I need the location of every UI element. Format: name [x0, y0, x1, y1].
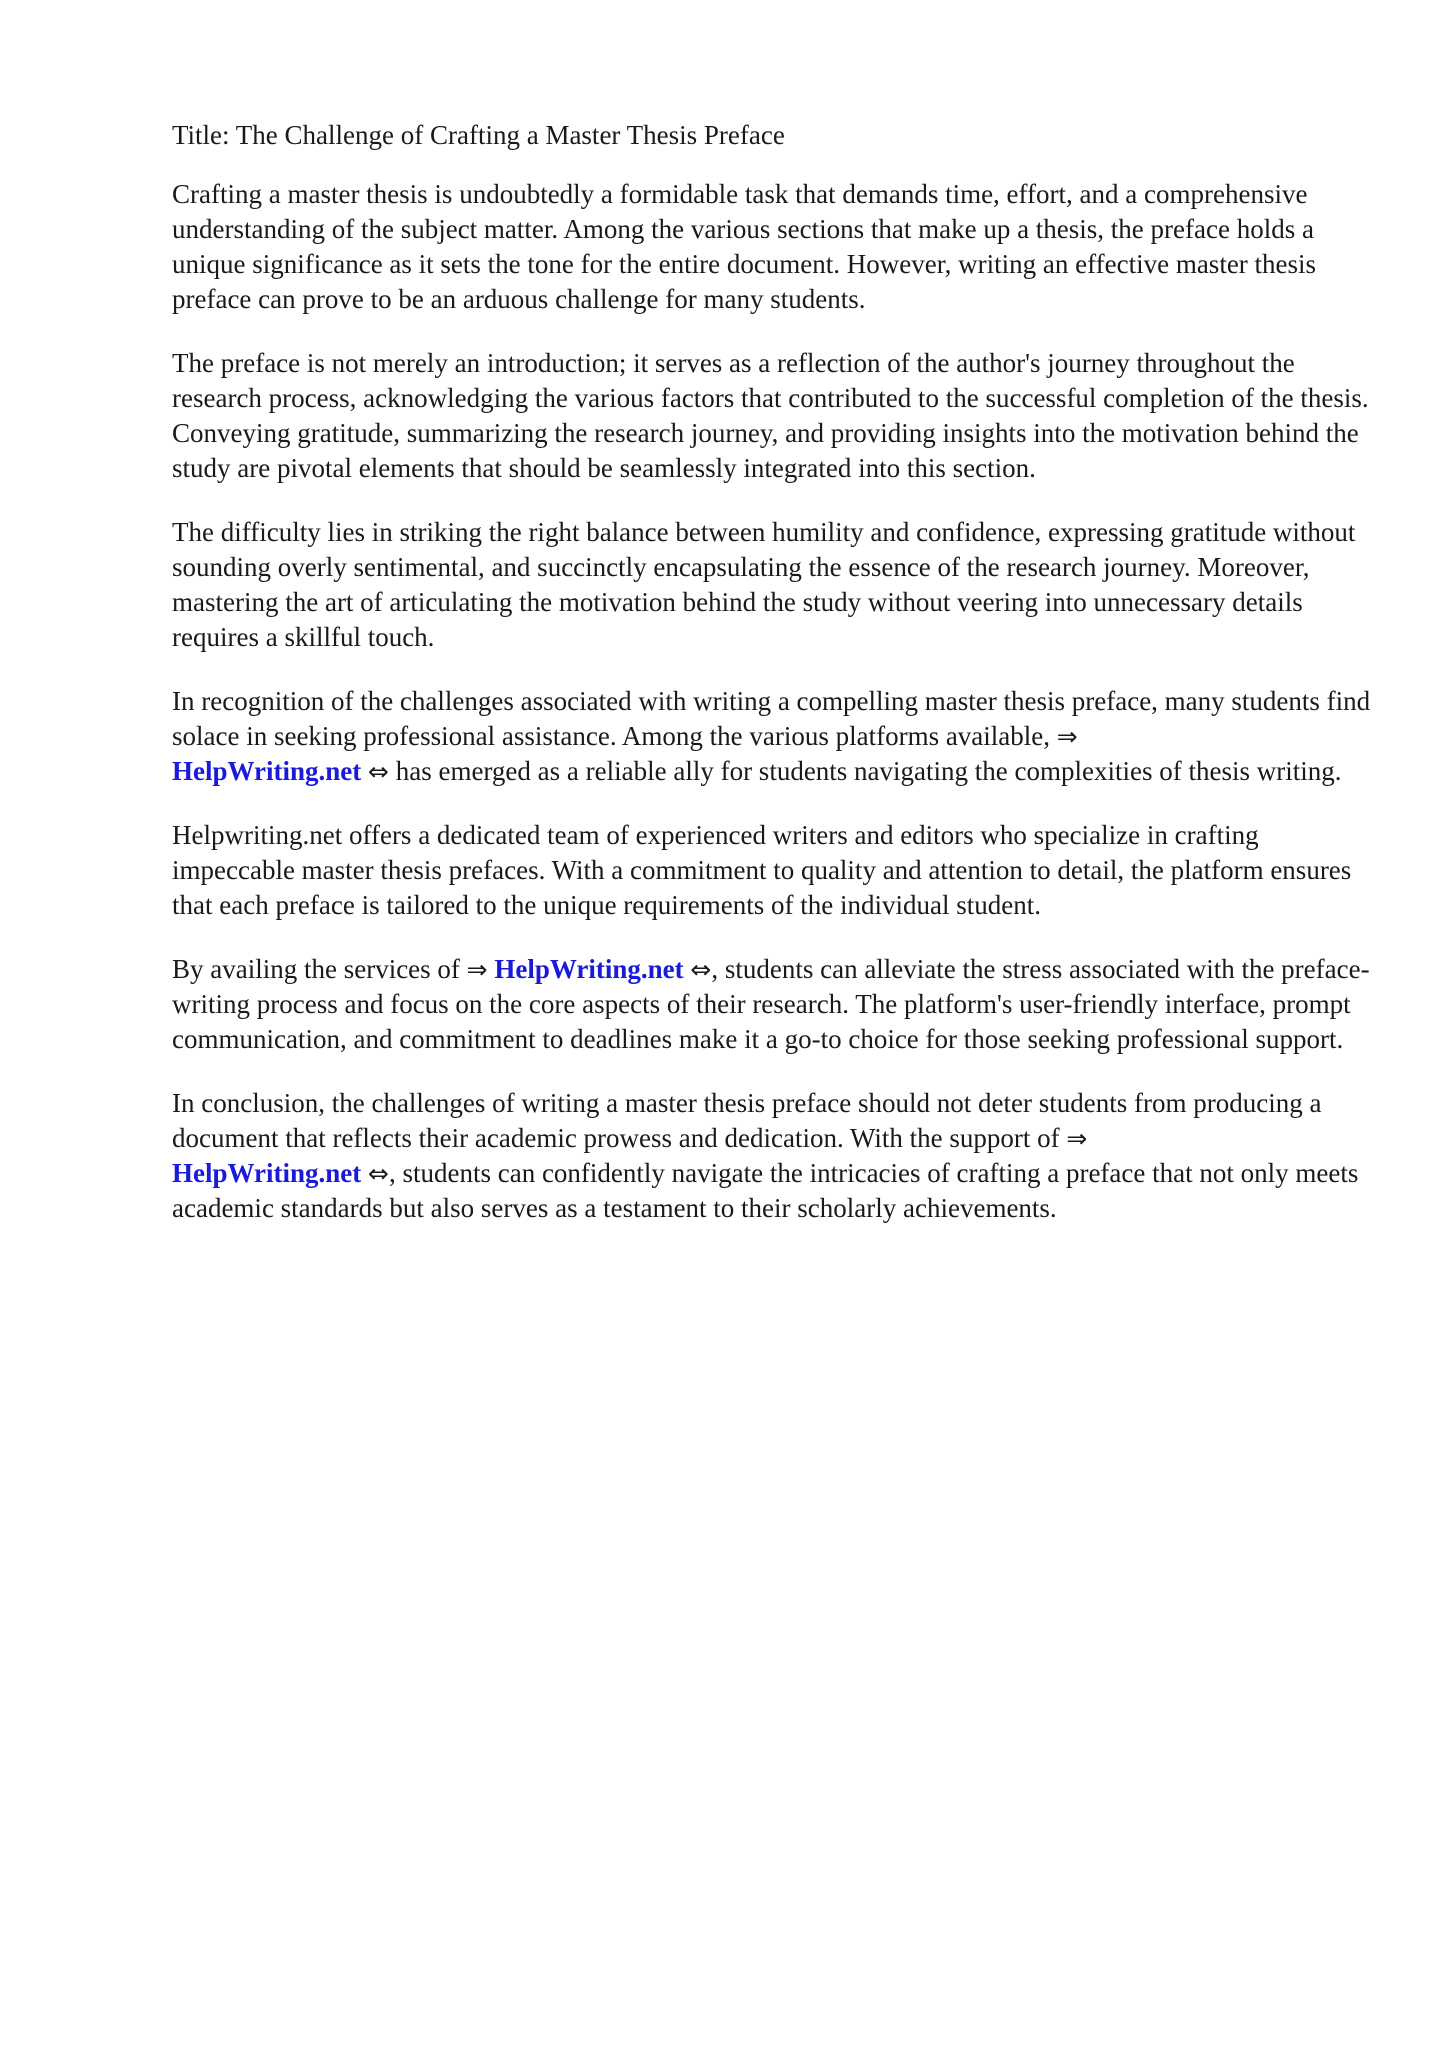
paragraph-4-text-end: has emerged as a reliable ally for students navigating the complexities of thesis writing. — [388, 756, 1342, 786]
paragraph-7-text-start: In conclusion, the challenges of writing a master thesis preface should not deter students from producing a document that reflects their academic prowess and dedication. With the support of — [172, 1088, 1322, 1153]
paragraph-4-text-start: In recognition of the challenges associated with writing a compelling master thesis preface, many students find solace in seeking professional assistance. Among the various platforms available, — [172, 686, 1371, 751]
paragraph-6 — [172, 952, 1372, 1057]
right-arrow-icon: ⇒ — [466, 955, 488, 984]
helpwriting-link[interactable]: HelpWriting.net — [494, 954, 684, 984]
document-title: Title: The Challenge of Crafting a Master Thesis Preface — [172, 120, 785, 150]
right-arrow-icon: ⇒ — [1066, 1124, 1088, 1153]
right-arrow-icon: ⇒ — [1056, 722, 1078, 751]
paragraph-6-text-end: , students can alleviate the stress associated with the preface-writing process and focus on the core aspects of their research. The platform's user-friendly interface, prompt communication, and commitment to deadlines make it a go-to choice for those seeking professional support. — [172, 954, 1370, 1054]
paragraph-6-text-start: By availing the services of — [172, 954, 467, 984]
paragraph-1: Crafting a master thesis is undoubtedly a formidable task that demands time, effort, and a comprehensive understanding of the subject matter. Among the various sections that make up a thesis, the preface holds a unique significance as it sets the tone for the entire document. However, writing an effective master thesis preface can prove to be an arduous challenge for many students. — [172, 179, 1317, 314]
paragraph-5: Helpwriting.net offers a dedicated team of experienced writers and editors who specialize in crafting impeccable master thesis prefaces. With a commitment to quality and attention to detail, the platform ensures that each preface is tailored to the unique requirements of the individual student. — [172, 820, 1352, 920]
document-page — [172, 118, 1372, 1255]
paragraph-2: The preface is not merely an introduction; it serves as a reflection of the author's journey throughout the research process, acknowledging the various factors that contributed to the successful completion of the thesis. Conveying gratitude, summarizing the research journey, and providing insights into the motivation behind the study are pivotal elements that should be seamlessly integrated into this section. — [172, 348, 1369, 483]
paragraph-7-text-end: , students can confidently navigate the intricacies of crafting a preface that not only meets academic standards but also serves as a testament to their scholarly achievements. — [172, 1158, 1359, 1223]
paragraph-7 — [172, 1086, 1372, 1226]
paragraph-3: The difficulty lies in striking the right balance between humility and confidence, expressing gratitude without sounding overly sentimental, and succinctly encapsulating the essence of the research journey. Moreover, mastering the art of articulating the motivation behind the study without veering into unnecessary details requires a skillful touch. — [172, 517, 1356, 652]
double-arrow-icon: ⇔ — [690, 955, 712, 984]
paragraph-4 — [172, 684, 1372, 789]
helpwriting-link[interactable]: HelpWriting.net — [172, 756, 362, 786]
helpwriting-link[interactable]: HelpWriting.net — [172, 1158, 362, 1188]
double-arrow-icon: ⇔ — [368, 1159, 389, 1188]
double-arrow-icon: ⇔ — [368, 757, 389, 786]
